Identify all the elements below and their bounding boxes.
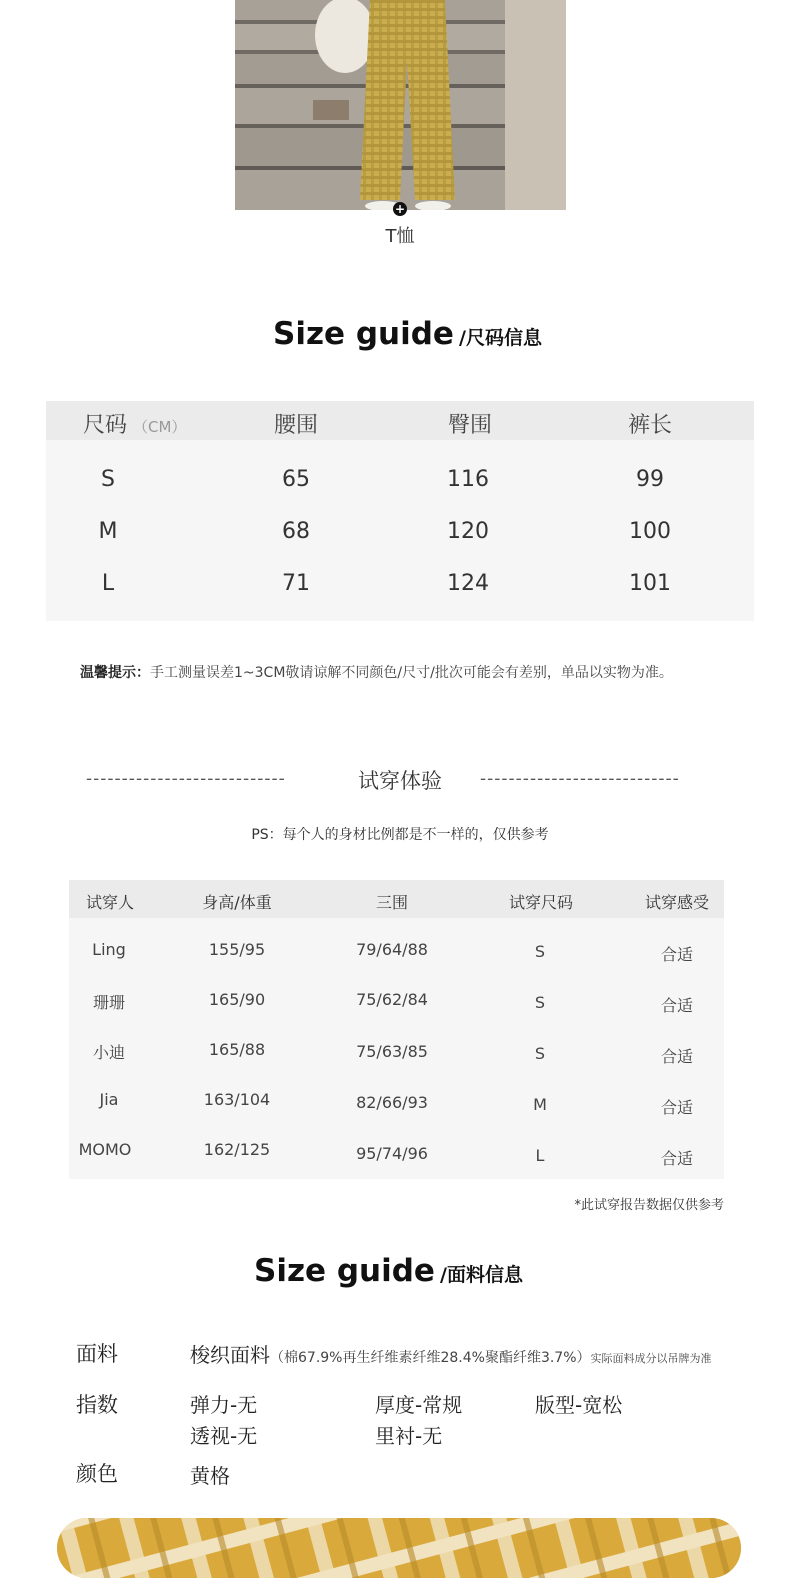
- person-cell: 珊珊: [92, 993, 125, 1012]
- try-on-table: [69, 880, 724, 1179]
- hip-cell: 120: [447, 519, 489, 544]
- header-length: 裤长: [627, 413, 672, 438]
- measure-cell: 95/74/96: [356, 1144, 428, 1163]
- size-cell: S: [101, 467, 115, 492]
- feel-cell: 合适: [660, 1047, 693, 1066]
- fabric-label: 面料: [76, 1342, 118, 1366]
- size-guide-heading: [273, 316, 542, 352]
- try-size-cell: S: [534, 942, 546, 961]
- feel-cell: 合适: [660, 945, 693, 964]
- try-size-cell: L: [535, 1146, 545, 1165]
- size-guide-subtitle: /尺码信息: [459, 327, 542, 349]
- person-cell: 小迪: [92, 1043, 125, 1062]
- index-label: 指数: [76, 1393, 118, 1417]
- hw-cell: 165/90: [208, 990, 266, 1009]
- header-measurements: 三围: [375, 893, 408, 912]
- feel-cell: 合适: [660, 1149, 693, 1168]
- header-unit: （CM）: [133, 418, 187, 436]
- try-size-cell: M: [533, 1095, 547, 1114]
- thickness-value: 厚度-常规: [375, 1393, 463, 1417]
- measure-cell: 75/62/84: [356, 990, 428, 1009]
- tee-label: T恤: [385, 226, 415, 247]
- measure-cell: 75/63/85: [356, 1042, 428, 1061]
- fabric-note: 实际面料成分以吊牌为准: [590, 1352, 712, 1365]
- fabric-value: [190, 1339, 712, 1368]
- waist-cell: 71: [282, 571, 310, 596]
- length-cell: 101: [629, 571, 671, 596]
- hip-cell: 116: [447, 467, 489, 492]
- size-guide-title: Size guide: [273, 316, 454, 352]
- try-size-cell: S: [534, 993, 546, 1012]
- header-size: [83, 408, 186, 439]
- try-on-note: *此试穿报告数据仅供参考: [574, 1198, 724, 1213]
- hip-cell: 124: [447, 571, 489, 596]
- person-cell: MOMO: [78, 1140, 132, 1159]
- header-hip: 臀围: [447, 413, 492, 438]
- size-cell: M: [98, 519, 118, 544]
- header-size-label: 尺码: [83, 413, 128, 438]
- measure-cell: 82/66/93: [356, 1093, 428, 1112]
- waist-cell: 65: [282, 467, 310, 492]
- try-on-title: 试穿体验: [358, 769, 442, 793]
- header-try-size: 试穿尺码: [508, 893, 573, 912]
- hw-cell: 165/88: [208, 1040, 266, 1059]
- tip-label: 温馨提示：: [80, 665, 150, 681]
- fabric-main: 梭织面料: [190, 1343, 270, 1367]
- tip-text: 手工测量误差1~3CM敬请谅解不同颜色/尺寸/批次可能会有差别，单品以实物为准。: [150, 665, 673, 681]
- header-waist: 腰围: [273, 413, 318, 438]
- header-person: 试穿人: [85, 893, 134, 912]
- try-size-cell: S: [534, 1044, 546, 1063]
- feel-cell: 合适: [660, 996, 693, 1015]
- measure-cell: 79/64/88: [356, 940, 428, 959]
- person-cell: Jia: [99, 1090, 119, 1109]
- try-on-ps: PS：每个人的身材比例都是不一样的，仅供参考: [251, 827, 549, 843]
- fabric-subtitle: /面料信息: [440, 1264, 523, 1286]
- divider-right: ----------------------------: [480, 769, 680, 789]
- fabric-swatch: [57, 1518, 741, 1578]
- size-cell: L: [101, 571, 115, 596]
- person-cell: Ling: [92, 940, 126, 959]
- divider-left: ----------------------------: [86, 769, 286, 789]
- length-cell: 100: [629, 519, 671, 544]
- hw-cell: 163/104: [203, 1090, 271, 1109]
- elastic-value: 弹力-无: [190, 1393, 258, 1417]
- plus-icon[interactable]: +: [394, 202, 406, 216]
- color-value: 黄格: [190, 1464, 230, 1488]
- measurement-tip: [80, 662, 673, 682]
- fabric-composition: （棉67.9%再生纤维素纤维28.4%聚酯纤维3.7%）: [270, 1350, 591, 1366]
- feel-cell: 合适: [660, 1098, 693, 1117]
- fabric-heading: [254, 1253, 523, 1289]
- fit-value: 版型-宽松: [535, 1393, 623, 1417]
- fabric-title: Size guide: [254, 1253, 435, 1289]
- color-label: 颜色: [76, 1462, 118, 1486]
- see-through-value: 透视-无: [190, 1424, 258, 1448]
- waist-cell: 68: [282, 519, 310, 544]
- product-photo: [235, 0, 566, 210]
- length-cell: 99: [636, 467, 664, 492]
- lining-value: 里衬-无: [375, 1424, 443, 1448]
- hw-cell: 162/125: [203, 1140, 271, 1159]
- header-feel: 试穿感受: [644, 893, 709, 912]
- hw-cell: 155/95: [208, 940, 266, 959]
- header-height-weight: 身高/体重: [202, 893, 272, 912]
